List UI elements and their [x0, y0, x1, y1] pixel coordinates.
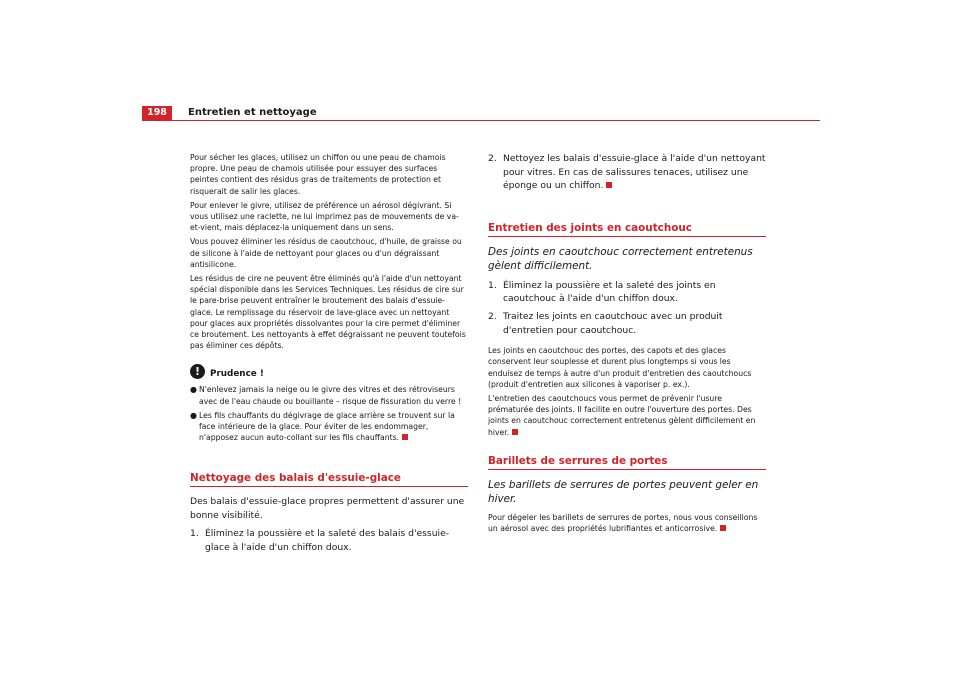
header-rule	[142, 120, 820, 121]
end-of-section-icon	[402, 434, 408, 440]
warning-icon: !	[190, 364, 205, 379]
locks-para: Pour dégeler les barillets de serrures de portes, nous vous conseillons un aérosol avec des propriétés lubrifiantes et anticorrosive.	[488, 512, 758, 533]
wipers-steps-continued	[488, 152, 766, 193]
para-drying: Pour sécher les glaces, utilisez un chiffon ou une peau de chamois propre. Une peau de chamois utilisée pour essuyer des surfaces peintes contient des résidus gras de traitements de protection et risquerait de salir les glaces.	[190, 153, 446, 196]
joints-lead: Des joints en caoutchouc correctement entretenus gèlent difficilement.	[488, 245, 753, 272]
para-frost: Pour enlever le givre, utilisez de préférence un aérosol dégivrant. Si vous utilisez une raclette, ne lui imprimez pas de mouvements de va-et-vient, mais déplacez-la uniquement dans un sens.	[190, 200, 459, 233]
caution-header	[190, 361, 468, 381]
step-text: Éliminez la poussière et la saleté des joints en caoutchouc à l'aide d'un chiffon doux.	[503, 279, 716, 305]
list-item	[488, 279, 766, 306]
section-title-wipers: Nettoyage des balais d'essuie-glace	[190, 471, 468, 487]
running-head-title: Entretien et nettoyage	[188, 107, 317, 118]
right-column	[488, 152, 766, 537]
caution-bullet-text: Les fils chauffants du dégivrage de glace arrière se trouvent sur la face intérieure de la glace. Pour éviter de les endommager, n'apposez aucun auto-collant sur les fils chauffants.	[199, 410, 455, 443]
joints-para-2: L'entretien des caoutchoucs vous permet de prévenir l'usure prématurée des joints. Il facilite en outre l'ouverture des portes. Des joints en caoutchouc correctement entretenus gèlent difficilement en hiver.	[488, 393, 756, 437]
bullet-icon: ●	[190, 410, 197, 420]
bullet-icon: ●	[190, 385, 197, 395]
step-text: Traitez les joints en caoutchouc avec un produit d'entretien pour caoutchouc.	[503, 310, 723, 336]
left-column	[190, 152, 468, 554]
step-number: 1.	[190, 528, 199, 540]
page-number: 198	[142, 106, 172, 120]
end-of-section-icon	[512, 429, 518, 435]
wipers-steps	[190, 527, 468, 554]
step-number: 2.	[488, 310, 497, 322]
wipers-intro: Des balais d'essuie-glace propres permettent d'assurer une bonne visibilité.	[190, 496, 465, 522]
end-of-section-icon	[606, 182, 612, 188]
end-of-section-icon	[720, 525, 726, 531]
joints-steps	[488, 279, 766, 337]
caution-bullet-text: N'enlevez jamais la neige ou le givre des vitres et des rétroviseurs avec de l'eau chaude ou bouillante – risque de fissuration du verre !	[199, 385, 462, 406]
step-number: 1.	[488, 279, 497, 291]
para-wax: Les résidus de cire ne peuvent être éliminés qu'à l'aide d'un nettoyant spécial disponible dans les Services Techniques. Les résidus de cire sur le pare-brise peuvent entraîner le broutement des balais d'essuie-glace. Le remplissage du réservoir de lave-glace avec un nettoyant pour glaces aux propriétés dissolvantes pour la cire permet d'éliminer ce broutement. Les nettoyants à effet dégraissant ne peuvent toutefois pas éliminer ces dépôts.	[190, 274, 466, 351]
caution-bullet	[190, 410, 468, 444]
list-item	[488, 152, 766, 193]
step-number: 2.	[488, 153, 497, 164]
caution-bullet	[190, 384, 468, 406]
section-title-locks: Barillets de serrures de portes	[488, 454, 766, 470]
joints-para-1: Les joints en caoutchouc des portes, des capots et des glaces conservent leur souplesse et durent plus longtemps si vous les enduisez de temps à autre d'un produit d'entretien des caoutchoucs (produit d'entretien aux silicones à vaporiser p. ex.).	[488, 346, 752, 389]
locks-lead: Les barillets de serrures de portes peuvent geler en hiver.	[488, 478, 759, 505]
caution-title: Prudence !	[210, 368, 264, 379]
list-item	[190, 527, 468, 554]
step-text: Nettoyez les balais d'essuie-glace à l'aide d'un nettoyant pour vitres. En cas de salissures tenaces, utilisez une éponge ou un chiffon.	[503, 153, 766, 192]
section-title-joints: Entretien des joints en caoutchouc	[488, 221, 766, 237]
para-residue: Vous pouvez éliminer les résidus de caoutchouc, d'huile, de graisse ou de silicone à l'aide de nettoyant pour glaces ou d'un dégraissant antisilicone.	[190, 237, 462, 269]
step-text: Éliminez la poussière et la saleté des balais d'essuie-glace à l'aide d'un chiffon doux.	[205, 528, 450, 553]
list-item	[488, 310, 766, 337]
